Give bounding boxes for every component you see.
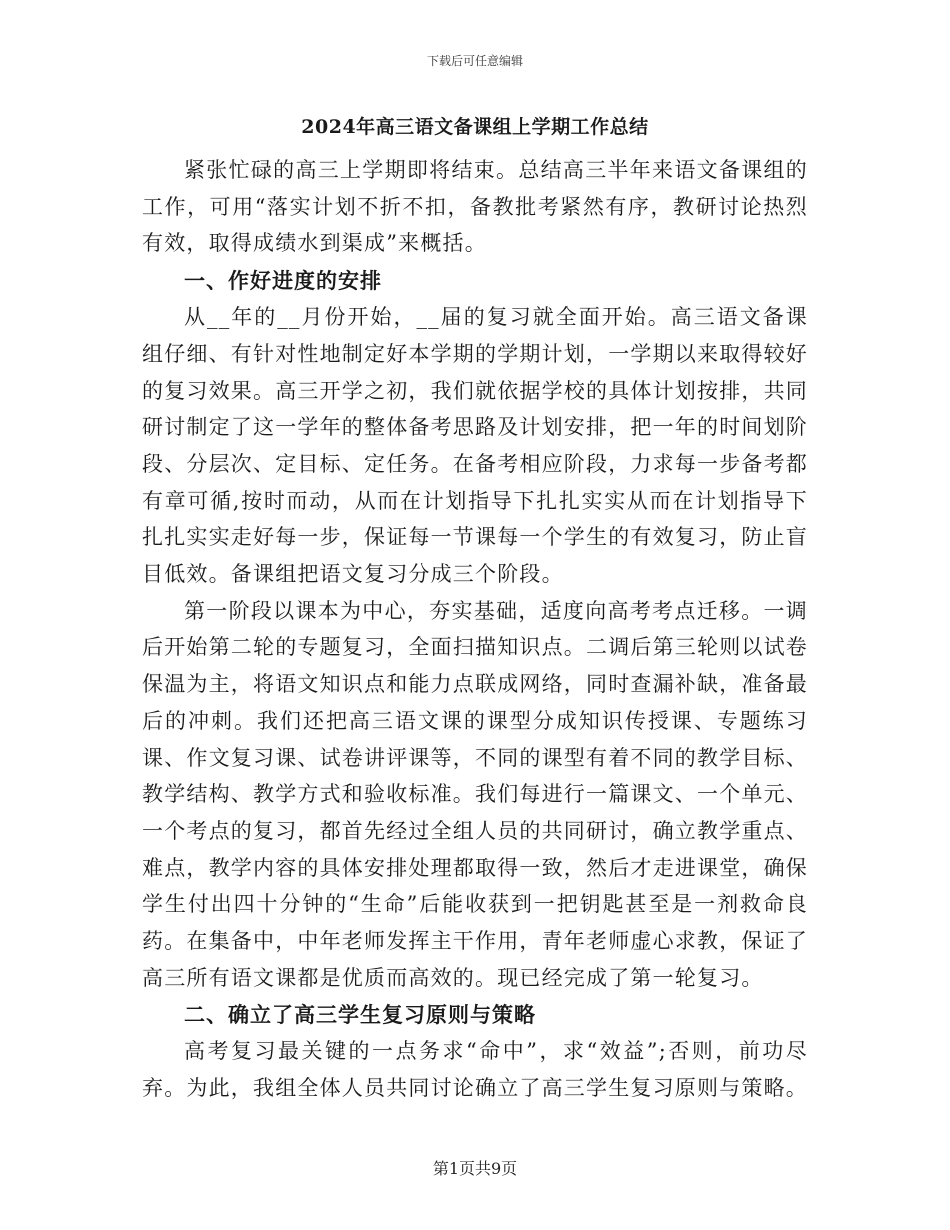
- intro-paragraph: 紧张忙碌的高三上学期即将结束。总结高三半年来语文备课组的工作，可用“落实计划不折不扣，备教批考紧然有序，教研讨论热烈有效，取得成绩水到渠成”来概括。: [142, 158, 808, 256]
- header-note: 下载后可任意编辑: [426, 54, 523, 68]
- section-1-paragraph-2: 第一阶段以课本为中心，夯实基础，适度向高考考点迁移。一调后开始第二轮的专题复习，全面扫描知识点。二调后第三轮则以试卷保温为主，将语文知识点和能力点联成网络，同时查漏补缺，准备最后的冲刺。我们还把高三语文课的课型分成知识传授课、专题练习课、作文复习课、试卷讲评课等，不同的课型有着不同的教学目标、教学结构、教学方式和验收标准。我们每进行一篇课文、一个单元、一个考点的复习，都首先经过全组人员的共同研讨，确立教学重点、难点，教学内容的具体安排处理都取得一致，然后才走进课堂，确保学生付出四十分钟的“生命”后能收获到一把钥匙甚至是一剂救命良药。在集备中，中年老师发挥主干作用，青年老师虚心求教，保证了高三所有语文课都是优质而高效的。现已经完成了第一轮复习。: [142, 598, 808, 990]
- document-title: 2024年高三语文备课组上学期工作总结: [301, 116, 649, 138]
- section-2-heading: 二、确立了高三学生复习原则与策略: [184, 1002, 536, 1028]
- section-2-paragraph-1: 高考复习最关键的一点务求“命中”，求“效益”;否则，前功尽弃。为此，我组全体人员共同讨论确立了高三学生复习原则与策略。: [142, 1039, 808, 1101]
- document-body: [142, 110, 808, 1107]
- section-1-paragraph-1: 从__年的__月份开始，__届的复习就全面开始。高三语文备课组仔细、有针对性地制定好本学期的学期计划，一学期以来取得较好的复习效果。高三开学之初，我们就依据学校的具体计划按排，共同研讨制定了这一学年的整体备考思路及计划安排，把一年的时间划阶段、分层次、定目标、定任务。在备考相应阶段，力求每一步备考都有章可循,按时而动，从而在计划指导下扎扎实实从而在计划指导下扎扎实实走好每一步，保证每一节课每一个学生的有效复习，防止盲目低效。备课组把语文复习分成三个阶段。: [142, 305, 808, 587]
- section-1-heading: 一、作好进度的安排: [184, 268, 382, 294]
- page-number: 第1页共9页: [432, 1159, 518, 1178]
